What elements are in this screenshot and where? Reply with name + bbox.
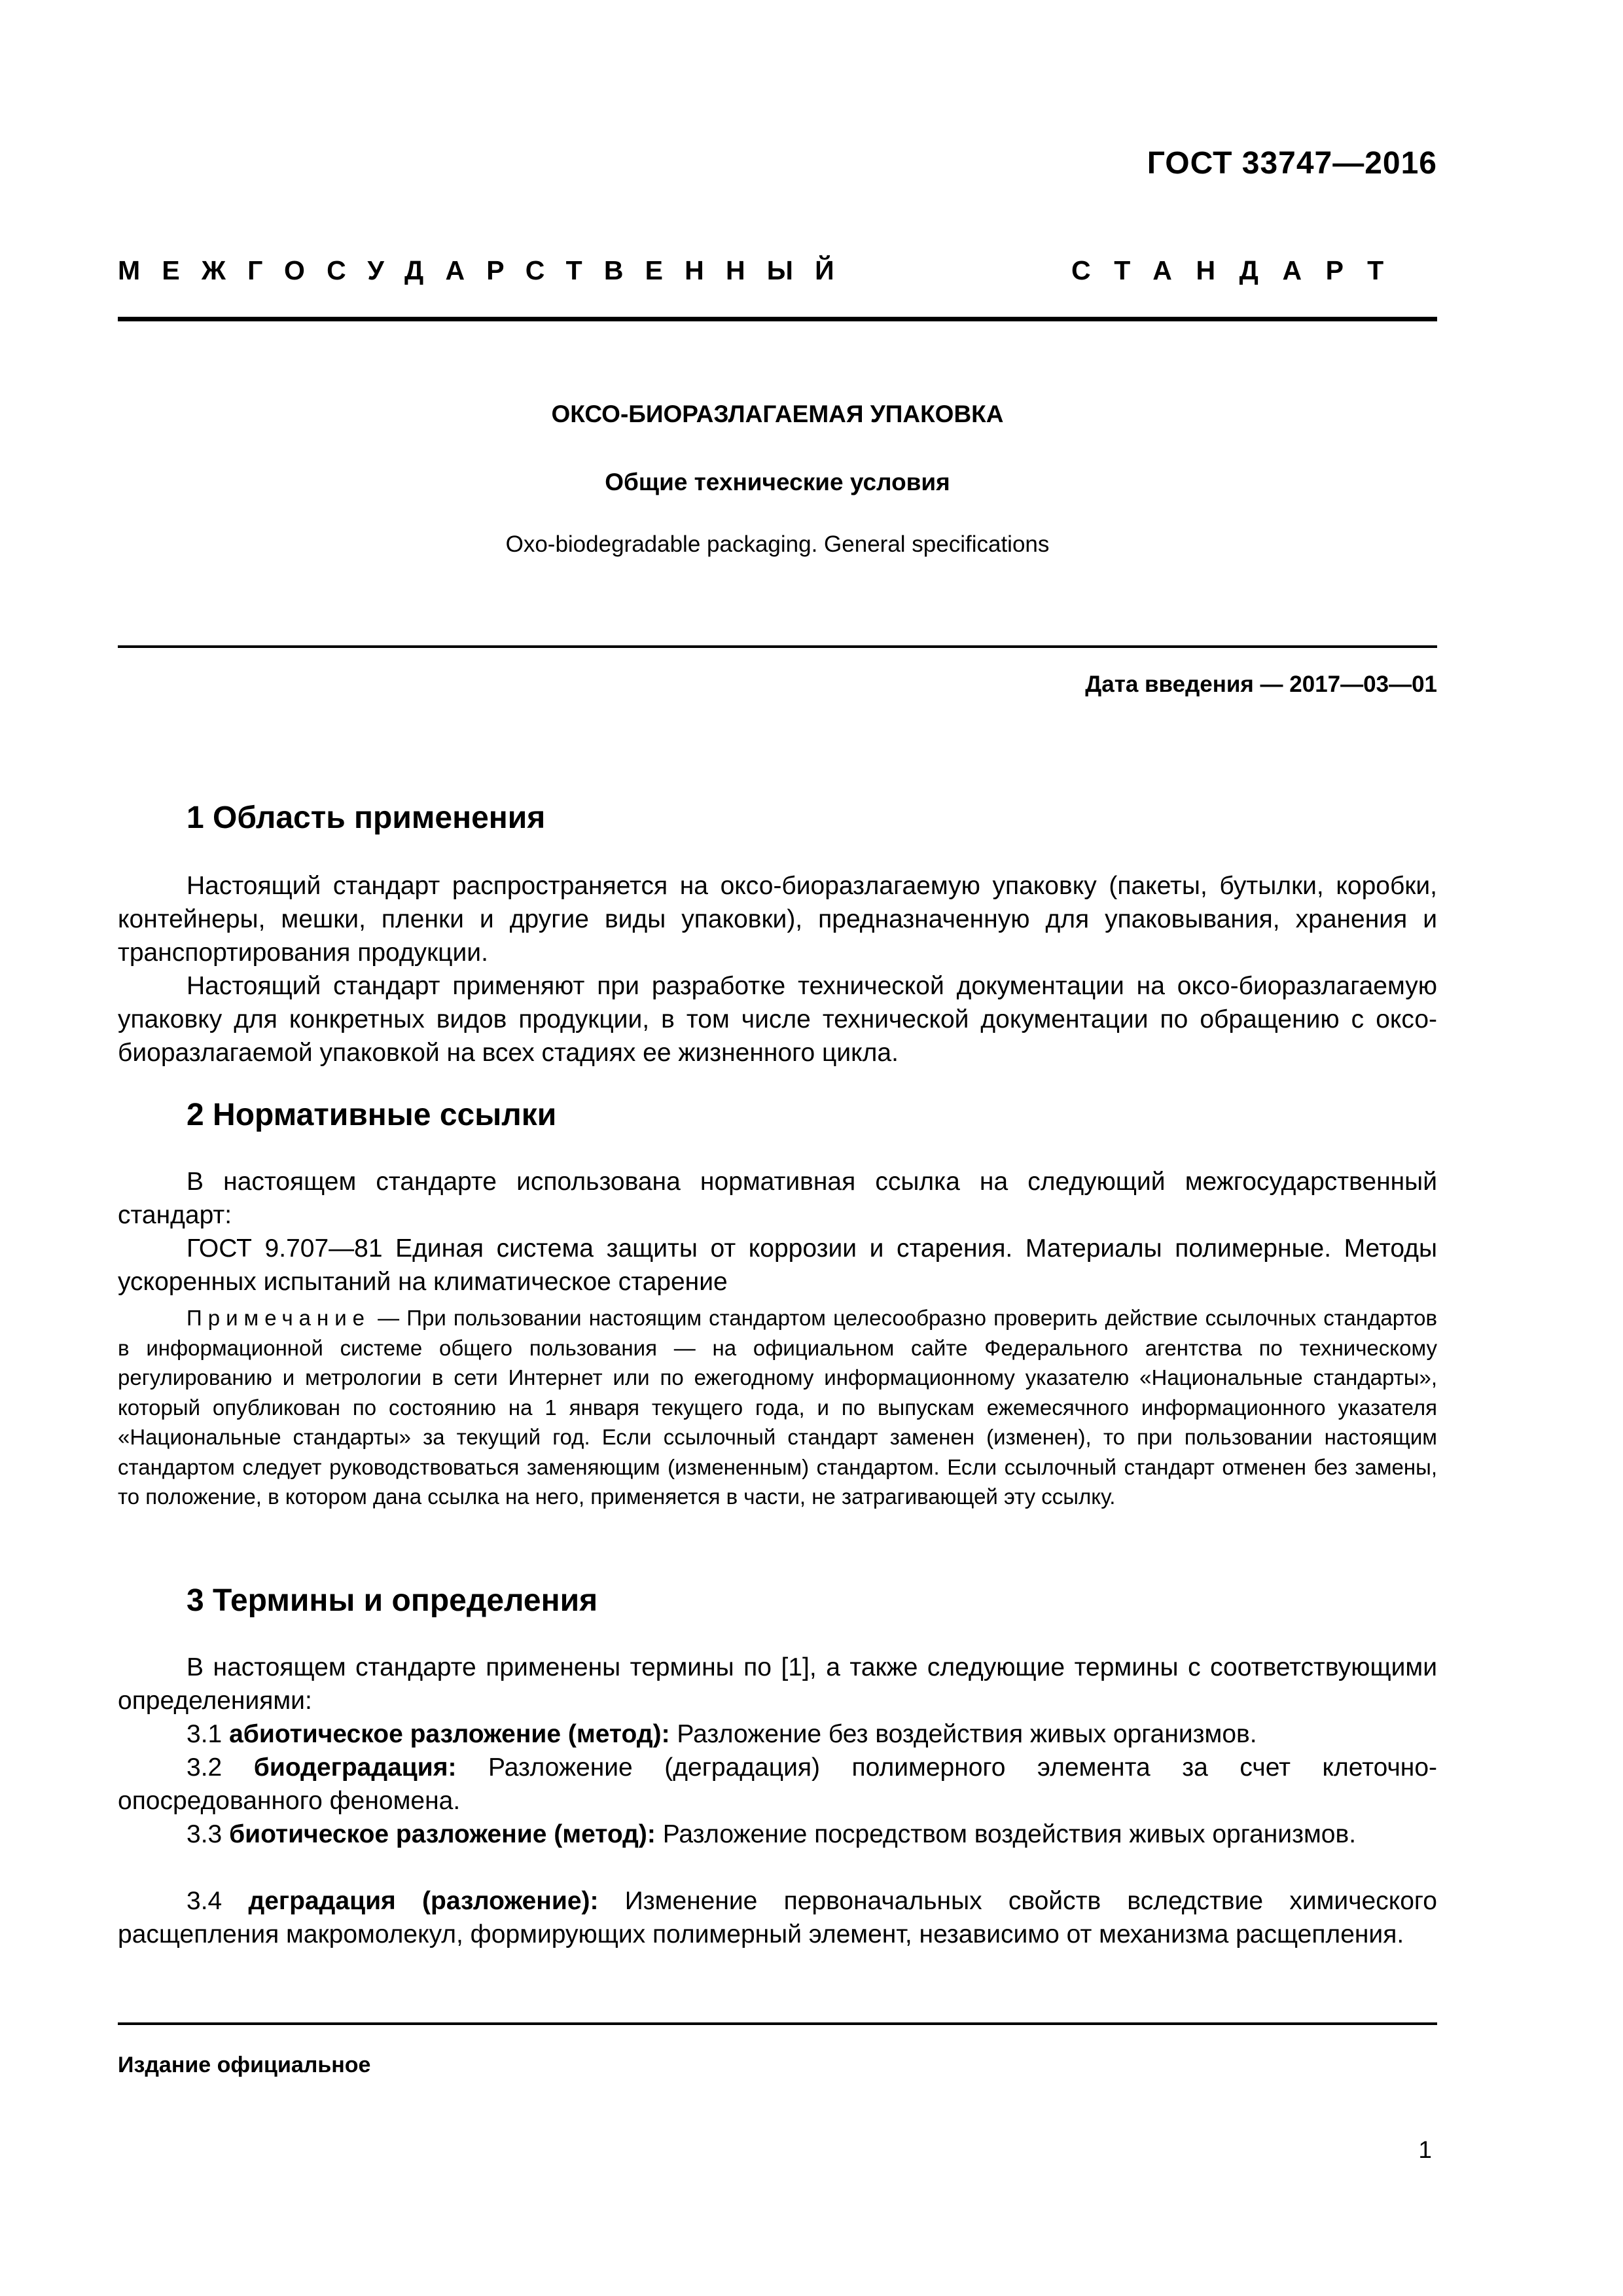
definition: Разложение посредством воздействия живых организмов. (655, 1820, 1357, 1848)
term: деградация (разложение): (248, 1887, 599, 1915)
paragraph: Настоящий стандарт распространяется на оксо-биоразлагаемую упаковку (пакеты, бутылки, коробки, контейнеры, мешки, пленки и другие виды упаковки), предназначенную для упаковывания, хранения и транспортирования продукции. (118, 872, 1437, 967)
page-number: 1 (1418, 2136, 1432, 2163)
definition: Разложение (деградация) полимерного элемента за счет клеточно-опосредованного феномена. (118, 1753, 1437, 1815)
standard-type-banner (118, 255, 1437, 286)
document-subtitle: Общие технические условия (605, 469, 950, 495)
term: биодеградация: (253, 1753, 457, 1782)
term-number: 3.4 (187, 1887, 249, 1915)
term-number: 3.1 (187, 1720, 230, 1748)
note (118, 1303, 1437, 1512)
definition: Разложение без воздействия живых организмов. (669, 1720, 1257, 1748)
footer-divider (118, 2022, 1437, 2025)
reference-item: ГОСТ 9.707—81 Единая система защиты от коррозии и старения. Материалы полимерные. Методы ускоренных испытаний на климатическое старение (118, 1234, 1437, 1296)
paragraph: В настоящем стандарте применены термины по [1], а также следующие термины с соответствующими определениями: (118, 1653, 1437, 1715)
note-label: Примечание (187, 1306, 371, 1330)
header-divider (118, 317, 1437, 321)
definition: Изменение первоначальных свойств вследствие химического расщепления макромолекул, формирующих полимерный элемент, независимо от механизма расщепления. (118, 1887, 1437, 1948)
standard-type-word-interstate: МЕЖГОСУДАРСТВЕННЫЙ (118, 255, 856, 285)
document-page (118, 0, 1437, 2296)
term-definition (118, 1884, 1437, 1951)
term-definition (118, 1751, 1437, 1818)
term-definition (118, 1818, 1437, 1851)
term-definition (118, 1717, 1437, 1751)
term: абиотическое разложение (метод): (229, 1720, 670, 1748)
paragraph: Настоящий стандарт применяют при разработке технической документации на оксо-биоразлагаемую упаковку для конкретных видов продукции, в том числе технической документации по обращению с оксо-биоразлагаемой упаковкой на всех стадиях ее жизненного цикла. (118, 972, 1437, 1067)
term-number: 3.3 (187, 1820, 230, 1848)
term: биотическое разложение (метод): (229, 1820, 656, 1848)
section-heading-normative-references: 2 Нормативные ссылки (187, 1098, 557, 1132)
document-title: ОКСО-БИОРАЗЛАГАЕМАЯ УПАКОВКА (551, 401, 1004, 427)
section-heading-terms: 3 Термины и определения (187, 1583, 598, 1618)
introduction-date: Дата введения — 2017—03—01 (1085, 672, 1437, 697)
official-edition-label: Издание официальное (118, 2053, 371, 2077)
english-title: Oxo-biodegradable packaging. General specifications (505, 531, 1050, 557)
term-number: 3.2 (187, 1753, 254, 1782)
note-text: — При пользовании настоящим стандартом целесообразно проверить действие ссылочных стандартов в информационной системе общего пользования — на официальном сайте Федерального агентства по техническому регулированию и метрологии в сети Интернет или по ежегодному информационному указателю «Национальные стандарты», который опубликован по состоянию на 1 января текущего года, и по выпускам ежемесячного информационного указателя «Национальные стандарты» за текущий год. Если ссылочный стандарт заменен (изменен), то при пользовании настоящим стандартом следует руководствоваться заменяющим (измененным) стандартом. Если ссылочный стандарт отменен без замены, то положение, в котором дана ссылка на него, применяется в части, не затрагивающей эту ссылку. (118, 1306, 1437, 1509)
standard-type-word-standard: СТАНДАРТ (1071, 255, 1408, 285)
document-number: ГОСТ 33747—2016 (1147, 146, 1437, 181)
section-heading-scope: 1 Область применения (187, 800, 546, 835)
title-divider (118, 645, 1437, 648)
paragraph: В настоящем стандарте использована нормативная ссылка на следующий межгосударственный стандарт: (118, 1168, 1437, 1229)
